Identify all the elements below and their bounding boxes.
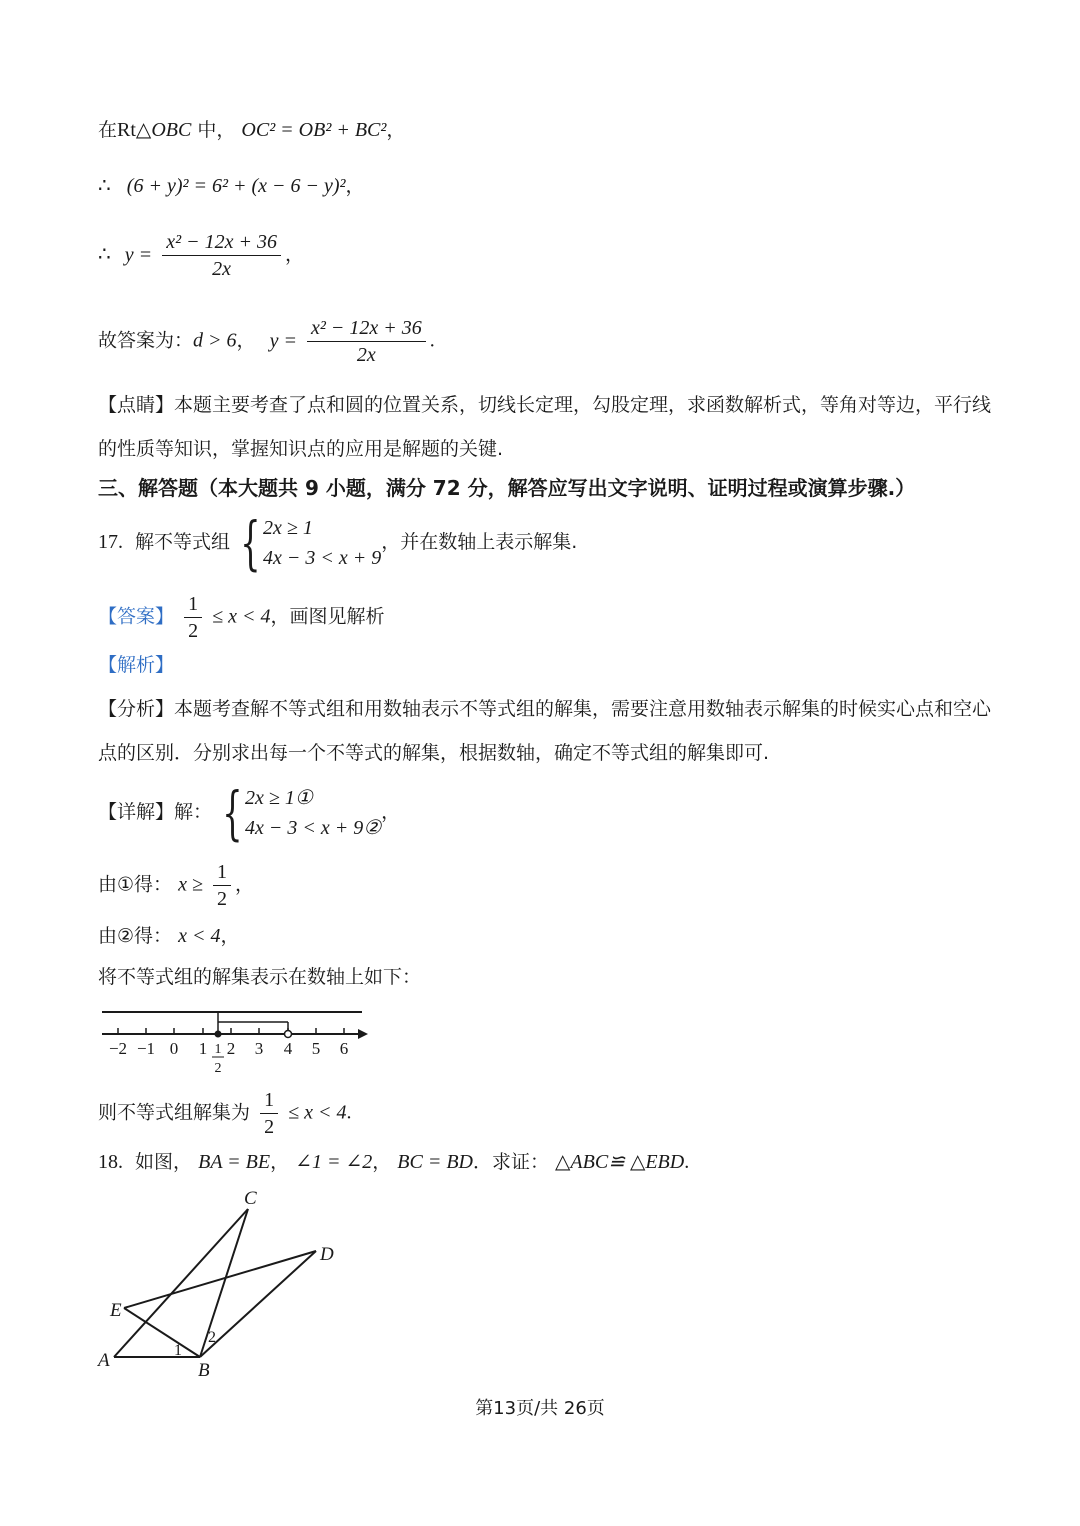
conclusion-17: 则不等式组解集为 $\frac{1}{2}$ ≤ x < 4. bbox=[98, 1089, 352, 1138]
tick-label: 5 bbox=[311, 1039, 321, 1058]
page-footer: 第13页/共 26页 bbox=[475, 1398, 605, 1419]
step-2: 由②得： x < 4， bbox=[98, 925, 240, 947]
question-18: 18. 如图， BA = BE， ∠1 = ∠2， BC = BD．求证： △ABC≌ △EBD. bbox=[98, 1151, 690, 1173]
segment-ac bbox=[114, 1209, 248, 1357]
tick-label: 1 bbox=[198, 1039, 208, 1058]
triangle-figure bbox=[94, 1184, 354, 1380]
hollow-point-four bbox=[285, 1031, 292, 1038]
tick-label: −2 bbox=[108, 1039, 128, 1058]
question-17: 17. 解不等式组 { 2x ≥ 1 4x − 3 < x + 9 ，并在数轴上表示解集. bbox=[98, 509, 578, 577]
step-3: 将不等式组的解集表示在数轴上如下： bbox=[98, 966, 422, 988]
section-title: 三、解答题（本大题共 9 小题，满分 72 分，解答应写出文字说明、证明过程或演算步骤.） bbox=[98, 476, 916, 500]
segment-ed bbox=[124, 1251, 316, 1308]
angle-label-1: 1 bbox=[174, 1342, 182, 1359]
label-c: C bbox=[244, 1188, 257, 1209]
half-label-den: 2 bbox=[214, 1061, 222, 1076]
left-brace: { bbox=[222, 779, 243, 847]
analysis-tag: 【解析】 bbox=[98, 654, 175, 676]
line-final-answer-16: 故答案为：d > 6， y = $\frac{\text{x² − 12x + 36}}{2x}$ . bbox=[98, 317, 435, 366]
y-fraction: $\frac{\text{x² − 12x + 36}}{2x}$ bbox=[162, 232, 281, 279]
solid-point-half bbox=[215, 1031, 222, 1038]
tick-label: 2 bbox=[226, 1039, 236, 1058]
answer-17: 【答案】 $\frac{1}{2}$ ≤ x < 4，画图见解析 bbox=[98, 593, 385, 642]
answer-fraction: $\frac{\text{x² − 12x + 36}}{2x}$ bbox=[307, 318, 426, 365]
fenxi-line-2: 点的区别．分别求出每一个不等式的解集，根据数轴，确定不等式组的解集即可. bbox=[98, 742, 770, 764]
pythagoras-equation: OC² = OB² + BC² bbox=[241, 119, 387, 141]
tick-label: 0 bbox=[169, 1039, 179, 1058]
tick-label: 6 bbox=[339, 1039, 349, 1058]
label-b: B bbox=[198, 1360, 210, 1380]
left-brace: { bbox=[240, 509, 261, 577]
dianjing-line-1: 【点睛】本题主要考查了点和圆的位置关系，切线长定理，勾股定理，求函数解析式，等角对等边，平行线 bbox=[98, 394, 992, 416]
number-line-diagram bbox=[96, 1004, 386, 1082]
label-a: A bbox=[98, 1350, 110, 1371]
line-rt-triangle: 在Rt△OBC 中， OC² = OB² + BC²， bbox=[98, 119, 406, 141]
label-d: D bbox=[320, 1244, 334, 1265]
angle-label-2: 2 bbox=[208, 1329, 216, 1346]
tick-label: 4 bbox=[283, 1039, 293, 1058]
inequality-system: { 2x ≥ 1 4x − 3 < x + 9 bbox=[240, 509, 382, 577]
inequality-system-detail: { 2x ≥ 1① 4x − 3 < x + 9② bbox=[222, 779, 382, 847]
xiangjie: 【详解】解： { 2x ≥ 1① 4x − 3 < x + 9② ， bbox=[98, 779, 401, 847]
dianjing-line-2: 的性质等知识，掌握知识点的应用是解题的关键. bbox=[98, 438, 504, 460]
half-label-num: 1 bbox=[214, 1042, 222, 1057]
step-1: 由①得： x ≥ $\frac{1}{2}$ ， bbox=[98, 861, 255, 910]
fenxi-line-1: 【分析】本题考查解不等式组和用数轴表示不等式组的解集，需要注意用数轴表示解集的时候实心点和空心 bbox=[98, 698, 992, 720]
line-equation-expanded: ∴ (6 + y)² = 6² + (x − 6 − y)²， bbox=[98, 175, 365, 197]
tick-label: 3 bbox=[254, 1039, 264, 1058]
tick-label: −1 bbox=[136, 1039, 156, 1058]
axis-arrow bbox=[358, 1029, 368, 1039]
line-y-expression: ∴ y = $\frac{\text{x² − 12x + 36}}{2x}$ ， bbox=[98, 231, 304, 280]
label-e: E bbox=[110, 1300, 122, 1321]
